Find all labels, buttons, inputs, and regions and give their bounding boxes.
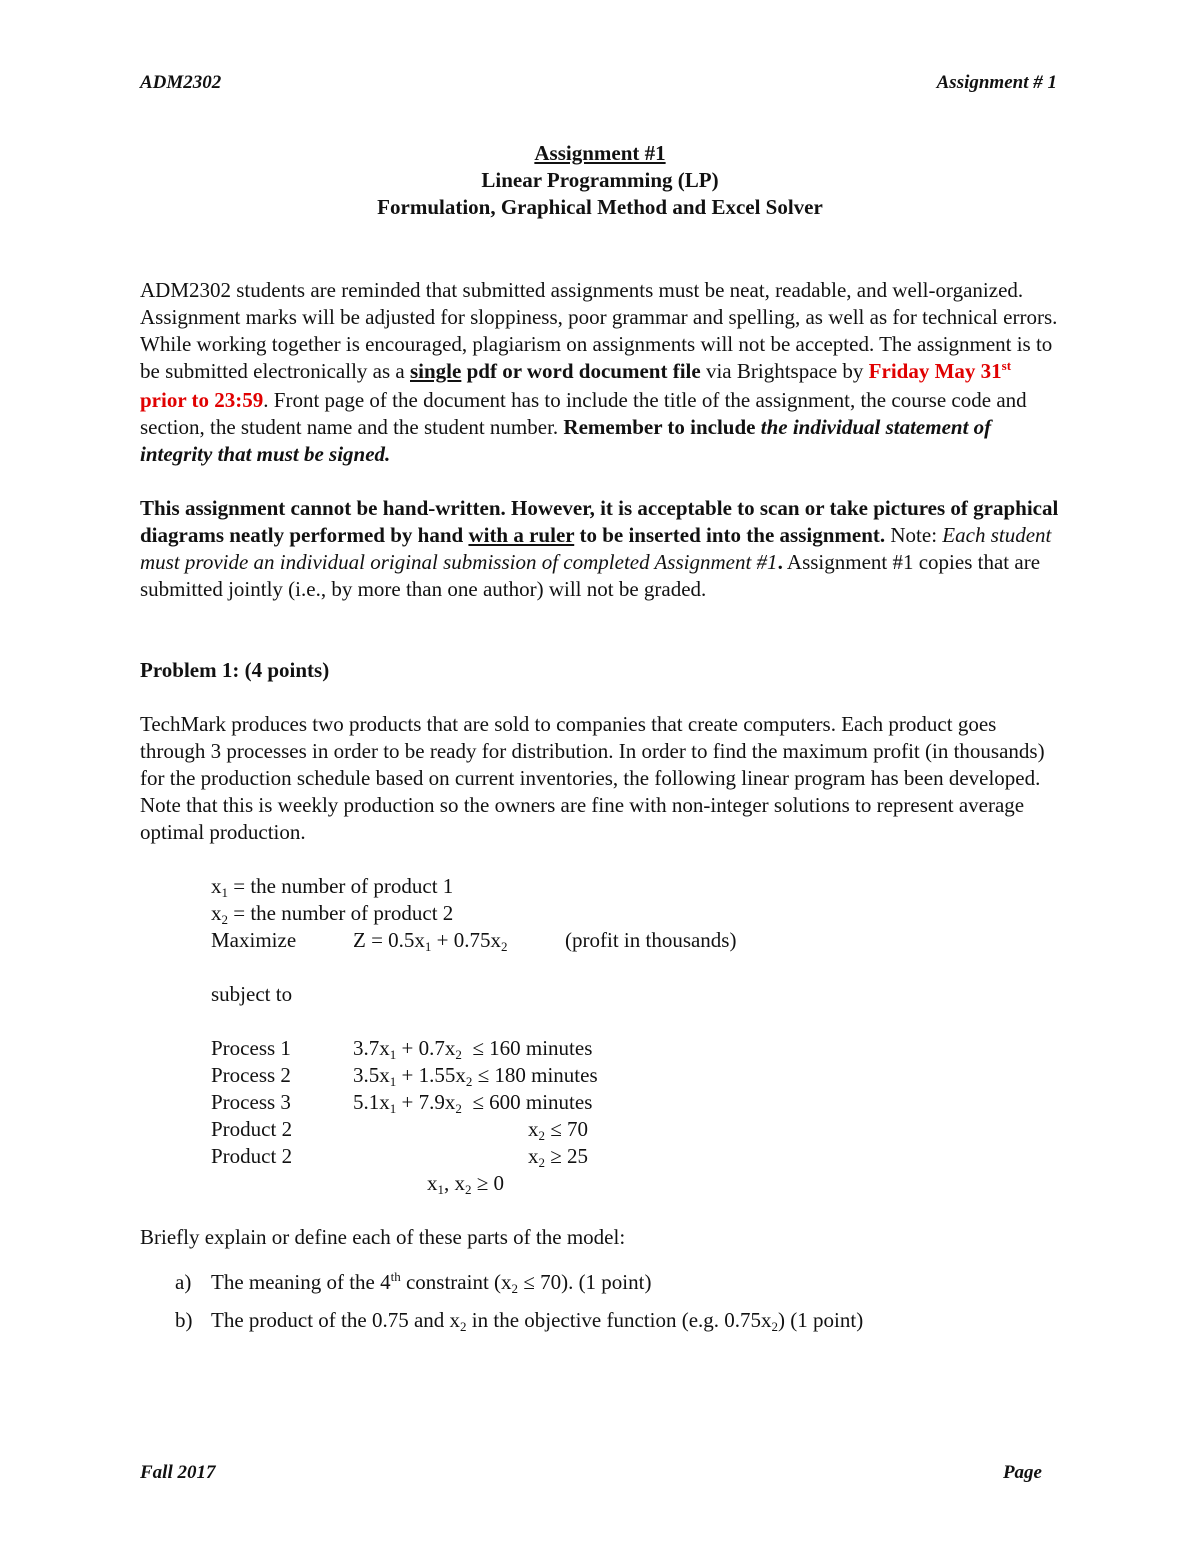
- constraint-row: Process 3 $5.1x_1 + 7.9x_2 \le 600$ minutes: [211, 1090, 593, 1116]
- objective-part-2: + 0.75x: [431, 928, 502, 952]
- question-text-c: ) (1 point): [778, 1308, 864, 1332]
- note-italic: Each student must provide an individual original submission of completed Assignment #1: [140, 523, 1052, 574]
- question-item: a) The meaning of the 4th constraint $(x_2 \le 70)$. (1 point): [175, 1269, 652, 1296]
- question-text-a: The product of the 0.75 and x: [211, 1308, 461, 1332]
- intro-text-3: via Brightspace by: [700, 359, 869, 383]
- x1-def-text: = the number of product 1: [233, 874, 454, 898]
- subject-to-label: [211, 981, 1060, 1008]
- maximize-label: Maximize: [211, 928, 297, 952]
- constraint-label: Process 3: [211, 1090, 291, 1114]
- question-sup: th: [390, 1269, 401, 1284]
- constraint-term-b: + 0.7x: [401, 1036, 456, 1060]
- intro-text-4: . Front page of the document has to include the title of the assignment, the course code and section, the student name and the student number.: [140, 388, 1027, 439]
- constraint-term-b: + 7.9x: [401, 1090, 456, 1114]
- page-content: [140, 140, 1060, 1345]
- constraint-rhs: ≤ 160 minutes: [472, 1036, 593, 1060]
- intro-remember: Remember to include: [563, 415, 761, 439]
- nonneg-expr: ≥ 0: [476, 1171, 505, 1195]
- constraint-row: Process 1 $3.7x_1 + 0.7x_2 \le 160$ minutes: [211, 1036, 593, 1062]
- question-label: b): [175, 1308, 193, 1332]
- product-constraint-label: Product 2: [211, 1144, 293, 1168]
- deadline-sup: st: [1001, 358, 1012, 373]
- problem-1-heading: Problem 1: (4 points): [140, 658, 330, 682]
- header-assignment-label: Assignment # 1: [936, 72, 1057, 93]
- intro-paragraph: [140, 277, 1060, 468]
- objective-part-1: Z = 0.5x: [353, 928, 425, 952]
- question-item: b) The product of the 0.75 and $x_2$ in the objective function (e.g. $0.75x_2$) (1 point): [175, 1308, 864, 1334]
- question-text-b: in the objective function (e.g. 0.75x: [466, 1308, 772, 1332]
- intro-file-type: pdf or word document file: [461, 359, 701, 383]
- intro-integrity: the individual statement of integrity that must be signed.: [140, 415, 992, 466]
- subject-to-text: subject to: [211, 982, 293, 1006]
- product-constraint-row: Product 2 $x_2 \ge 25$: [211, 1144, 589, 1170]
- header-course-code: ADM2302: [140, 72, 222, 93]
- product-constraint-label: Product 2: [211, 1117, 293, 1141]
- constraint-label: Process 1: [211, 1036, 291, 1060]
- handwritten-ruler: with a ruler: [468, 523, 575, 547]
- explain-instruction: Briefly explain or define each of these parts of the model:: [140, 1225, 626, 1249]
- intro-single: single: [410, 359, 462, 383]
- product-constraint-expr: ≥ 25: [550, 1144, 589, 1168]
- constraint-rhs: ≤ 180 minutes: [477, 1063, 598, 1087]
- x1-definition: $x_1$ = the number of product 1: [211, 874, 454, 900]
- deadline-time: prior to 23:59: [140, 388, 264, 412]
- note-dot: .: [777, 550, 783, 574]
- question-list: [140, 1269, 1060, 1345]
- assignment-subtitle: Linear Programming (LP): [481, 168, 719, 192]
- assignment-title: Assignment #1: [534, 141, 666, 165]
- handwritten-text-2: to be inserted into the assignment.: [574, 523, 886, 547]
- question-text-c: ≤ 70). (1 point): [518, 1270, 652, 1294]
- assignment-topics: Formulation, Graphical Method and Excel Solver: [377, 195, 823, 219]
- footer-term: Fall 2017: [140, 1462, 216, 1483]
- product-constraint-expr: ≤ 70: [550, 1117, 589, 1141]
- handwritten-paragraph: [140, 495, 1060, 603]
- footer-page-label: Page: [1002, 1462, 1042, 1483]
- handwritten-text-1: This assignment cannot be hand-written. However, it is acceptable to scan or take pictures of graphical diagrams neatly performed by hand: [140, 496, 1059, 547]
- constraint-term-a: 3.5x: [353, 1063, 390, 1087]
- constraint-term-a: 3.7x: [353, 1036, 390, 1060]
- objective-note: (profit in thousands): [565, 928, 737, 952]
- constraint-term-a: 5.1x: [353, 1090, 390, 1114]
- constraint-label: Process 2: [211, 1063, 291, 1087]
- constraint-term-b: + 1.55x: [396, 1063, 466, 1087]
- question-text-a: The meaning of the 4: [211, 1270, 391, 1294]
- nonnegativity-row: $x_1$, $x_2 \ge 0$: [427, 1171, 505, 1197]
- title-block: [140, 140, 1060, 221]
- note-tail: Assignment #1 copies that are submitted jointly (i.e., by more than one author) will not be graded.: [140, 550, 1041, 601]
- note-label: Note:: [885, 523, 943, 547]
- deadline-date: Friday May 31: [868, 359, 1002, 383]
- lp-model: [211, 873, 1060, 1197]
- objective-function: Maximize $Z = 0.5x_1 + 0.75x_2$ (profit in thousands): [211, 928, 737, 954]
- problem-1-description: TechMark produces two products that are sold to companies that create computers. Each product goes through 3 processes in order to be ready for distribution. In order to find the maximum profit (in thousands) for the production schedule based on current inventories, the following linear program has been developed. Note that this is weekly production so the owners are fine with non-integer solutions to represent average optimal production.: [140, 712, 1045, 844]
- constraint-row: Process 2 $3.5x_1 + 1.55x_2 \le 180$ minutes: [211, 1063, 598, 1089]
- question-text-b: constraint (x: [400, 1270, 512, 1294]
- x2-definition: $x_2$ = the number of product 2: [211, 901, 454, 927]
- intro-text-1: ADM2302 students are reminded that submitted assignments must be neat, readable, and well-organized. Assignment marks will be adjusted for sloppiness, poor grammar and spelling, as well as for technical errors. While working together is encouraged, plagiarism on assignments will not be accepted. The assignment is to be submitted electronically as a: [140, 278, 1058, 383]
- question-label: a): [175, 1270, 192, 1294]
- x2-def-text: = the number of product 2: [233, 901, 454, 925]
- product-constraint-row: Product 2 $x_2 \le 70$: [211, 1117, 589, 1143]
- constraint-rhs: ≤ 600 minutes: [472, 1090, 593, 1114]
